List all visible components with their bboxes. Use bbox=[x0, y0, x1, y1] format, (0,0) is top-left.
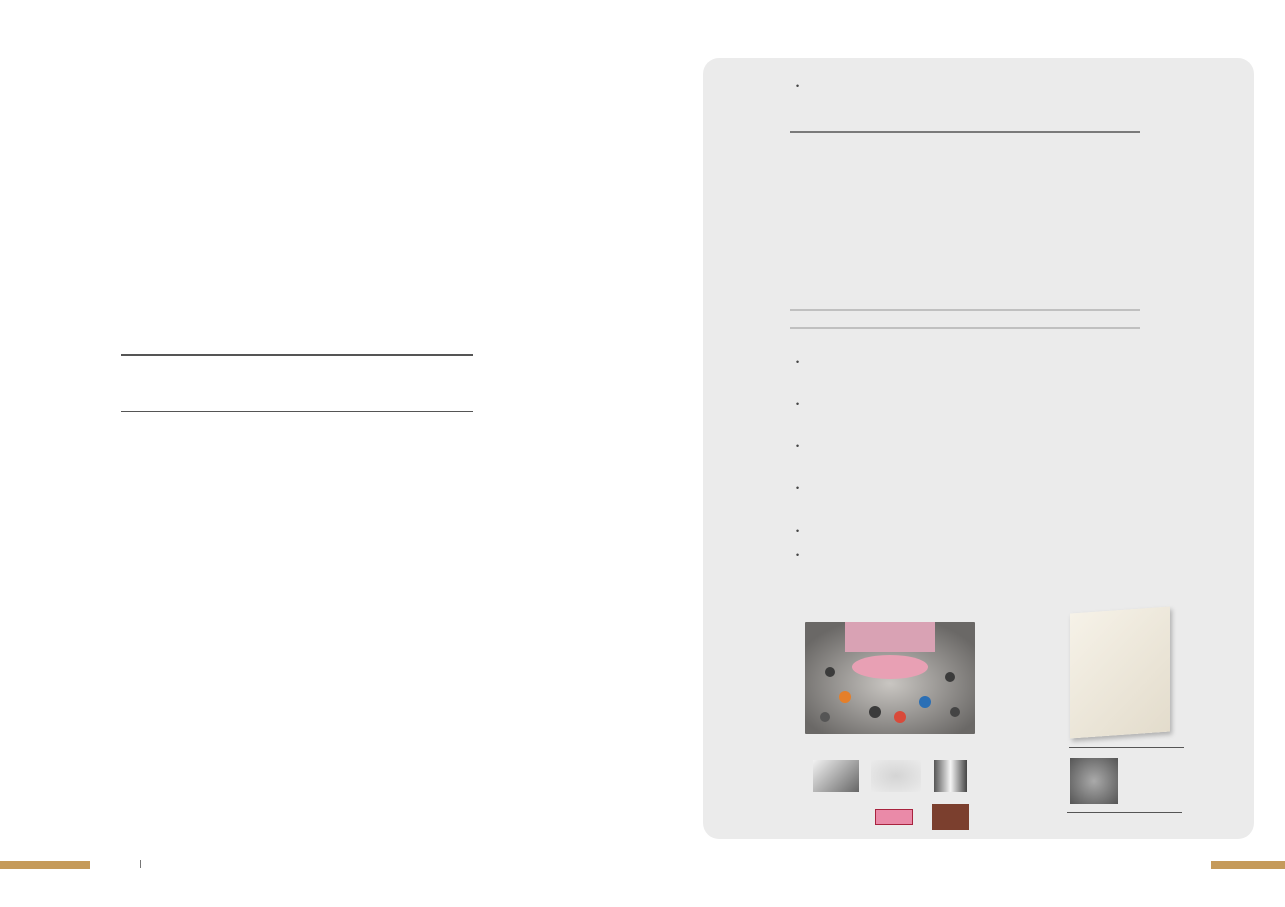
brand-image-3 bbox=[934, 760, 967, 792]
bullet-aging: • bbox=[795, 442, 801, 452]
footer-bar-left bbox=[0, 861, 90, 869]
bullet-local-culture: • bbox=[795, 484, 801, 494]
chart-svg bbox=[790, 130, 1140, 340]
resilience-table bbox=[121, 354, 473, 414]
table-title bbox=[121, 356, 473, 376]
bullet-business-model: • bbox=[795, 400, 801, 410]
table-header bbox=[121, 376, 473, 407]
bullet-efficiency: • bbox=[795, 82, 801, 92]
bullet-space-renovation: • bbox=[795, 358, 801, 368]
book-cover-image bbox=[1070, 607, 1170, 739]
qr-divider-top bbox=[1069, 747, 1184, 748]
maxvalu-logo bbox=[875, 809, 913, 825]
qr-divider-bottom bbox=[1067, 812, 1182, 813]
footer-divider: | bbox=[139, 859, 142, 868]
table-source bbox=[121, 411, 473, 414]
aeon-pet-logo bbox=[932, 804, 969, 830]
waterfall-chart bbox=[790, 130, 1140, 344]
bullet-own-brands: • bbox=[795, 527, 801, 537]
brand-image-1 bbox=[813, 760, 859, 792]
footer-bar-right bbox=[1211, 861, 1285, 869]
curves-gym-photo bbox=[805, 622, 975, 734]
qr-code[interactable] bbox=[1070, 758, 1118, 804]
brand-image-2 bbox=[871, 760, 921, 792]
bullet-community: • bbox=[795, 551, 801, 561]
